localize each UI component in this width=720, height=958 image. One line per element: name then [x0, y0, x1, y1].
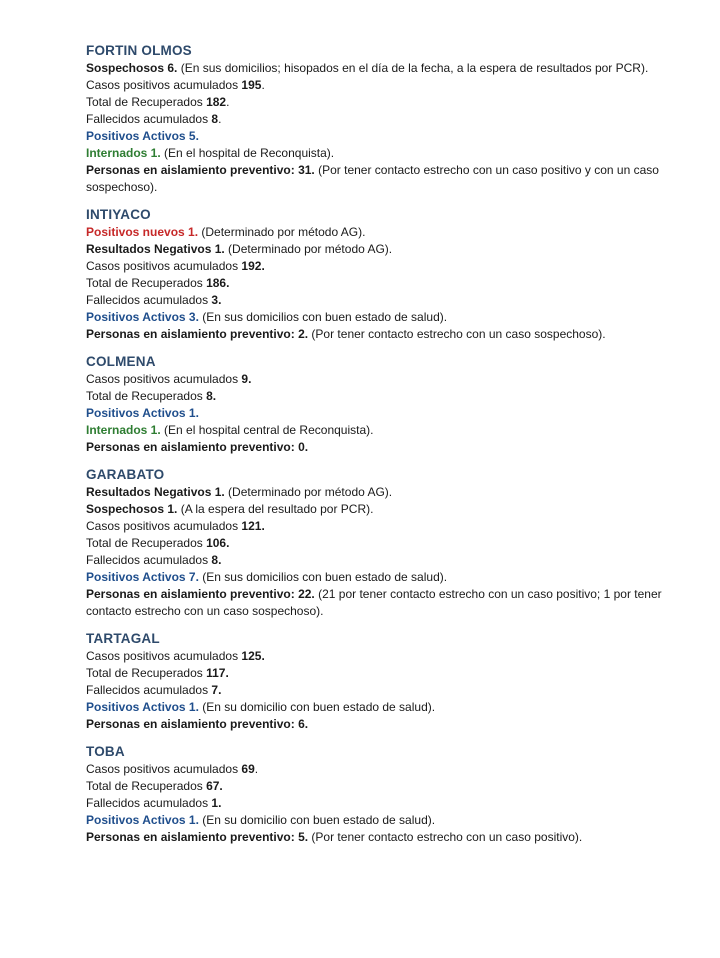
line-label: Internados 1.	[86, 146, 161, 160]
line-label: Personas en aislamiento preventivo: 2.	[86, 327, 309, 341]
line-value: 9.	[241, 372, 252, 386]
report-line	[86, 648, 686, 665]
line-label: Casos positivos acumulados	[86, 649, 242, 663]
line-label: Positivos Activos 1.	[86, 406, 199, 420]
line-text: (Determinado por método AG).	[224, 242, 393, 256]
line-value: 1.	[211, 796, 222, 810]
report-line	[86, 699, 686, 716]
line-label: Fallecidos acumulados	[86, 293, 212, 307]
line-label: Fallecidos acumulados	[86, 553, 212, 567]
line-label: Casos positivos acumulados	[86, 78, 242, 92]
report-line	[86, 292, 686, 309]
report-line	[86, 326, 686, 343]
line-label: Personas en aislamiento preventivo: 22.	[86, 587, 315, 601]
line-text: (En sus domicilios con buen estado de salud).	[198, 310, 448, 324]
report-line	[86, 716, 686, 733]
report-line	[86, 422, 686, 439]
line-value: 106.	[206, 536, 230, 550]
locality-title: TARTAGAL	[86, 631, 160, 646]
line-text: (Por tener contacto estrecho con un caso positivo y con un caso sospechoso).	[86, 163, 659, 194]
report-line	[86, 812, 686, 829]
line-value: 186.	[206, 276, 230, 290]
line-label: Positivos Activos 7.	[86, 570, 199, 584]
report-line	[86, 484, 686, 501]
locality-title: INTIYACO	[86, 207, 151, 222]
line-label: Positivos nuevos 1.	[86, 225, 199, 239]
locality-section	[86, 206, 686, 343]
line-value: 8	[211, 112, 219, 126]
report-line	[86, 795, 686, 812]
locality-title: TOBA	[86, 744, 125, 759]
locality-title: COLMENA	[86, 354, 156, 369]
report-line	[86, 241, 686, 258]
report-line	[86, 309, 686, 326]
line-text: (A la espera del resultado por PCR).	[177, 502, 374, 516]
line-label: Positivos Activos 3.	[86, 310, 199, 324]
report-line	[86, 501, 686, 518]
report-line	[86, 60, 686, 77]
report-line	[86, 162, 686, 196]
report-line	[86, 535, 686, 552]
report-line	[86, 224, 686, 241]
line-text: (Determinado por método AG).	[224, 485, 393, 499]
line-label: Personas en aislamiento preventivo: 31.	[86, 163, 315, 177]
line-label: Total de Recuperados	[86, 666, 207, 680]
locality-section	[86, 466, 686, 620]
line-value: 69	[241, 762, 255, 776]
line-label: Fallecidos acumulados	[86, 796, 212, 810]
line-value: 67.	[206, 779, 223, 793]
report-line	[86, 682, 686, 699]
line-text: (En sus domicilios; hisopados en el día de la fecha, a la espera de resultados por PCR).	[177, 61, 649, 75]
line-text: (En el hospital de Reconquista).	[160, 146, 335, 160]
line-value: 125.	[241, 649, 265, 663]
line-text: .	[218, 112, 222, 126]
report-line	[86, 258, 686, 275]
line-label: Positivos Activos 1.	[86, 813, 199, 827]
locality-title: GARABATO	[86, 467, 165, 482]
report-line	[86, 552, 686, 569]
report-line	[86, 94, 686, 111]
report-line	[86, 111, 686, 128]
line-value: 121.	[241, 519, 265, 533]
line-label: Sospechosos 6.	[86, 61, 178, 75]
line-text: (Por tener contacto estrecho con un caso sospechoso).	[308, 327, 606, 341]
line-value: 8.	[206, 389, 217, 403]
line-label: Total de Recuperados	[86, 536, 207, 550]
report-line	[86, 145, 686, 162]
line-label: Positivos Activos 1.	[86, 700, 199, 714]
line-label: Resultados Negativos 1.	[86, 485, 225, 499]
line-label: Fallecidos acumulados	[86, 112, 212, 126]
locality-section	[86, 630, 686, 733]
line-label: Positivos Activos 5.	[86, 129, 199, 143]
report-line	[86, 518, 686, 535]
line-label: Resultados Negativos 1.	[86, 242, 225, 256]
line-value: 8.	[211, 553, 222, 567]
line-label: Casos positivos acumulados	[86, 259, 242, 273]
line-value: 192.	[241, 259, 265, 273]
line-text: (En su domicilio con buen estado de salud).	[198, 813, 436, 827]
line-label: Personas en aislamiento preventivo: 6.	[86, 717, 309, 731]
line-label: Total de Recuperados	[86, 779, 207, 793]
report-line	[86, 439, 686, 456]
locality-section	[86, 42, 686, 196]
line-text: (En su domicilio con buen estado de salud).	[198, 700, 436, 714]
report-line	[86, 275, 686, 292]
report-line	[86, 778, 686, 795]
line-label: Casos positivos acumulados	[86, 762, 242, 776]
line-text: .	[226, 95, 230, 109]
report-page	[86, 42, 686, 856]
line-label: Fallecidos acumulados	[86, 683, 212, 697]
line-label: Total de Recuperados	[86, 95, 207, 109]
report-line	[86, 371, 686, 388]
report-line	[86, 569, 686, 586]
line-text: .	[261, 78, 265, 92]
line-value: 7.	[211, 683, 222, 697]
line-value: 195	[241, 78, 262, 92]
line-value: 3.	[211, 293, 222, 307]
report-line	[86, 388, 686, 405]
line-label: Total de Recuperados	[86, 276, 207, 290]
report-line	[86, 128, 686, 145]
report-line	[86, 761, 686, 778]
line-text: .	[254, 762, 259, 776]
line-text: (Por tener contacto estrecho con un caso positivo).	[308, 830, 583, 844]
report-line	[86, 665, 686, 682]
line-label: Total de Recuperados	[86, 389, 207, 403]
line-text: (Determinado por método AG).	[198, 225, 366, 239]
line-text: (En sus domicilios con buen estado de salud).	[198, 570, 448, 584]
line-label: Casos positivos acumulados	[86, 372, 242, 386]
line-label: Personas en aislamiento preventivo: 5.	[86, 830, 309, 844]
line-label: Sospechosos 1.	[86, 502, 178, 516]
line-text: (En el hospital central de Reconquista).	[160, 423, 374, 437]
report-line	[86, 586, 686, 620]
locality-title: FORTIN OLMOS	[86, 43, 192, 58]
line-label: Internados 1.	[86, 423, 161, 437]
line-value: 182	[206, 95, 227, 109]
locality-section	[86, 353, 686, 456]
line-label: Casos positivos acumulados	[86, 519, 242, 533]
report-line	[86, 405, 686, 422]
locality-section	[86, 743, 686, 846]
line-label: Personas en aislamiento preventivo: 0.	[86, 440, 309, 454]
line-value: 117.	[206, 666, 229, 680]
report-line	[86, 77, 686, 94]
line-text: (21 por tener contacto estrecho con un caso positivo; 1 por tener contacto estrecho con un caso sospechoso).	[86, 587, 662, 618]
report-line	[86, 829, 686, 846]
